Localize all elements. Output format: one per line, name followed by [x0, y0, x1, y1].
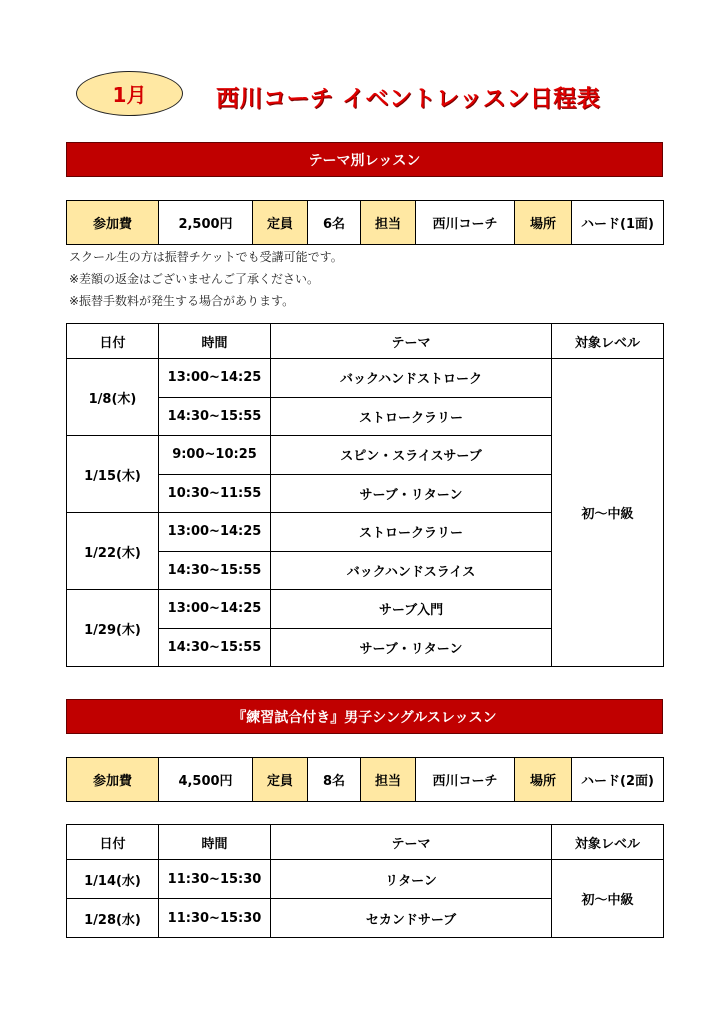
- header-date: 日付: [67, 324, 159, 359]
- theme-cell: サーブ・リターン: [271, 628, 552, 667]
- month-badge: [76, 71, 183, 116]
- place-value: ハード(2面): [572, 758, 664, 802]
- time-cell: 14:30~15:55: [159, 397, 271, 436]
- note-line: スクール生の方は振替チケットでも受講可能です。: [69, 250, 343, 264]
- coach-value: 西川コーチ: [416, 758, 515, 802]
- time-cell: 13:00~14:25: [159, 359, 271, 398]
- date-cell: 1/29(木): [67, 590, 159, 667]
- time-cell: 10:30~11:55: [159, 474, 271, 513]
- capacity-value: 8名: [308, 758, 361, 802]
- theme-cell: スピン・スライスサーブ: [271, 436, 552, 475]
- date-cell: 1/14(水): [67, 860, 159, 899]
- section1-schedule-table: [66, 323, 664, 667]
- theme-cell: セカンドサーブ: [271, 899, 552, 938]
- header-date: 日付: [67, 825, 159, 860]
- time-cell: 9:00~10:25: [159, 436, 271, 475]
- theme-cell: リターン: [271, 860, 552, 899]
- time-cell: 13:00~14:25: [159, 513, 271, 552]
- section1-banner-title: テーマ別レッスン: [308, 152, 421, 169]
- level-cell: 初～中級: [552, 860, 664, 938]
- time-cell: 13:00~14:25: [159, 590, 271, 629]
- header-time: 時間: [159, 324, 271, 359]
- time-cell: 14:30~15:55: [159, 628, 271, 667]
- date-cell: 1/8(木): [67, 359, 159, 436]
- place-value: ハード(1面): [572, 201, 664, 245]
- coach-value: 西川コーチ: [416, 201, 515, 245]
- capacity-label: 定員: [253, 758, 308, 802]
- section2-info-table: [66, 757, 664, 802]
- time-cell: 11:30~15:30: [159, 860, 271, 899]
- theme-cell: バックハンドスライス: [271, 551, 552, 590]
- table-row: [67, 860, 664, 899]
- note-line: ※差額の返金はございませんご了承ください。: [69, 272, 320, 286]
- theme-cell: サーブ・リターン: [271, 474, 552, 513]
- level-cell: 初～中級: [552, 359, 664, 667]
- fee-value: 2,500円: [159, 201, 253, 245]
- month-label: 1月: [112, 83, 147, 107]
- section1-banner: [66, 142, 663, 177]
- section2-banner-title: 『練習試合付き』男子シングルスレッスン: [232, 709, 497, 726]
- date-cell: 1/22(木): [67, 513, 159, 590]
- fee-label: 参加費: [67, 758, 159, 802]
- theme-cell: ストロークラリー: [271, 397, 552, 436]
- capacity-value: 6名: [308, 201, 361, 245]
- theme-cell: ストロークラリー: [271, 513, 552, 552]
- time-cell: 11:30~15:30: [159, 899, 271, 938]
- section2-banner: [66, 699, 663, 734]
- section1-info-table: [66, 200, 664, 245]
- coach-label: 担当: [361, 758, 416, 802]
- fee-label: 参加費: [67, 201, 159, 245]
- header-level: 対象レベル: [552, 324, 664, 359]
- place-label: 場所: [515, 758, 572, 802]
- note-line: ※振替手数料が発生する場合があります。: [69, 294, 295, 308]
- section2-schedule-table: [66, 824, 664, 938]
- capacity-label: 定員: [253, 201, 308, 245]
- header-theme: テーマ: [271, 324, 552, 359]
- coach-label: 担当: [361, 201, 416, 245]
- theme-cell: バックハンドストローク: [271, 359, 552, 398]
- date-cell: 1/15(木): [67, 436, 159, 513]
- date-cell: 1/28(水): [67, 899, 159, 938]
- header-theme: テーマ: [271, 825, 552, 860]
- header-level: 対象レベル: [552, 825, 664, 860]
- fee-value: 4,500円: [159, 758, 253, 802]
- page-title: 西川コーチ イベントレッスン日程表: [216, 86, 601, 112]
- header-time: 時間: [159, 825, 271, 860]
- theme-cell: サーブ入門: [271, 590, 552, 629]
- place-label: 場所: [515, 201, 572, 245]
- time-cell: 14:30~15:55: [159, 551, 271, 590]
- table-row: [67, 359, 664, 398]
